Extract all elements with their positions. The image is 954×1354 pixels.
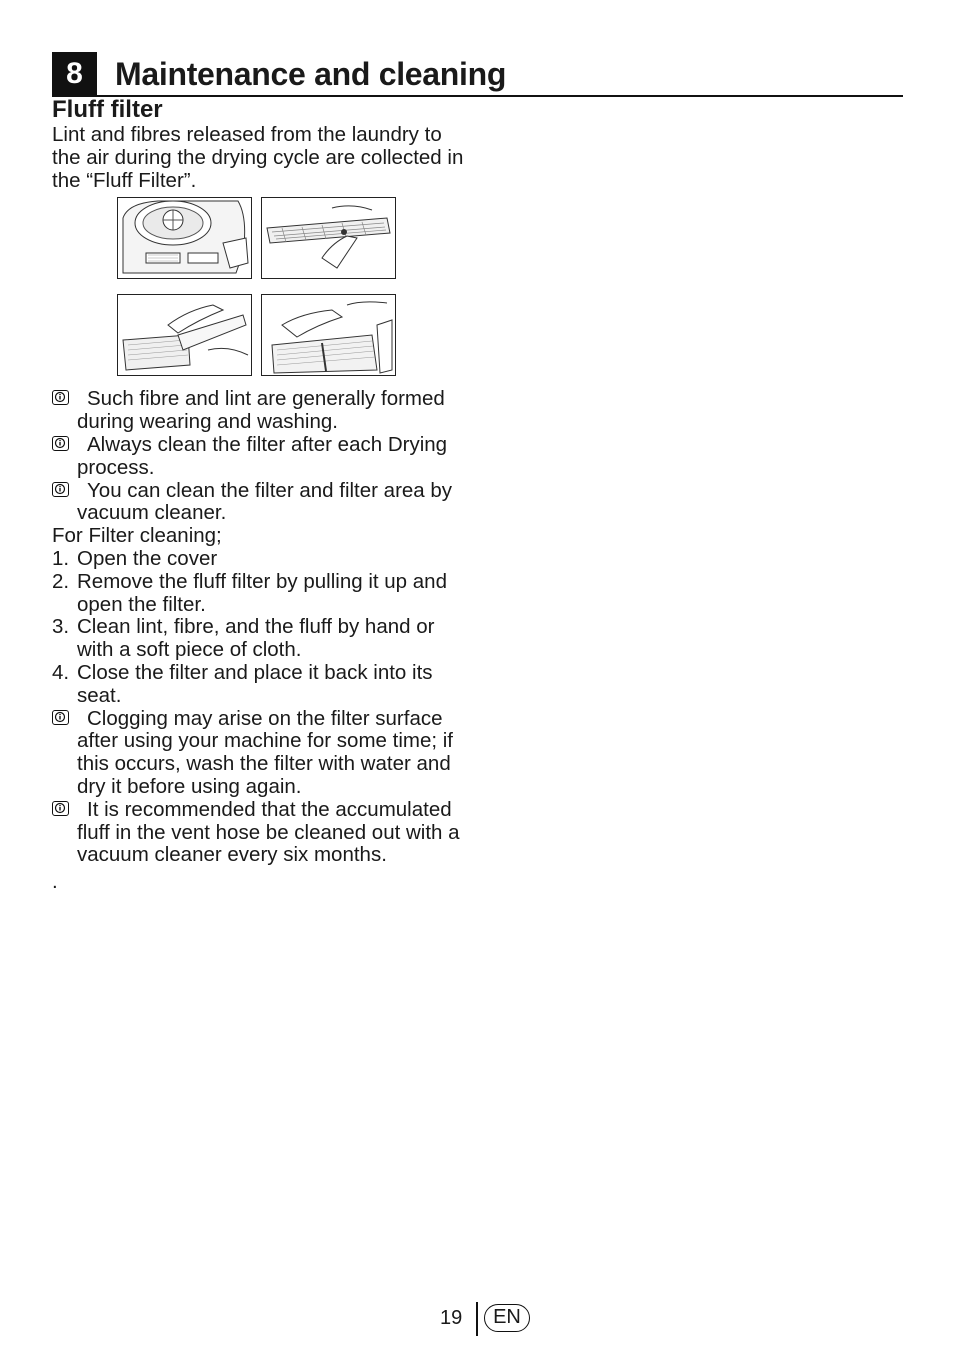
note-text: Clogging may arise on the filter surface after using your machine for some time; if this occurs, wash the filter with water and dry it before using again. (77, 706, 453, 798)
step-number: 4. (52, 660, 70, 684)
info-icon (52, 390, 69, 405)
trailing-mark: . (52, 870, 58, 894)
info-note (52, 434, 472, 480)
cleaning-step (52, 662, 472, 708)
figure-grid (52, 194, 472, 384)
chapter-number-badge: 8 (52, 52, 97, 96)
step-number: 3. (52, 615, 70, 639)
cleaning-step (52, 548, 472, 571)
note-text: Always clean the filter after each Drying process. (77, 432, 448, 479)
step-text: Open the cover (77, 546, 218, 570)
note-text: It is recommended that the accumulated fluff in the vent hose be cleaned out with a vacuum cleaner every six months. (77, 797, 460, 867)
info-icon (52, 482, 69, 497)
info-note (52, 388, 472, 434)
intro-paragraph: Lint and fibres released from the laundry to the air during the drying cycle are collected in the “Fluff Filter”. (52, 123, 464, 192)
dryer-door-filter-icon (117, 197, 252, 279)
step-number: 2. (52, 569, 70, 593)
info-icon (52, 436, 69, 451)
note-text: You can clean the filter and filter area by vacuum cleaner. (77, 478, 453, 525)
filter-clean-icon (261, 294, 396, 376)
step-text: Remove the fluff filter by pulling it up and open the filter. (77, 569, 447, 616)
section-title: Fluff filter (52, 96, 163, 123)
chapter-header (52, 52, 903, 98)
step-text: Clean lint, fibre, and the fluff by hand or with a soft piece of cloth. (77, 615, 435, 662)
filter-lift-icon (261, 197, 396, 279)
page-number: 19 (440, 1307, 463, 1329)
step-text: Close the filter and place it back into its seat. (77, 660, 433, 707)
main-content (52, 96, 472, 894)
cleaning-step (52, 571, 472, 617)
info-note (52, 799, 472, 867)
cleaning-step (52, 616, 472, 662)
footer-divider (476, 1302, 478, 1336)
step-number: 1. (52, 546, 70, 570)
info-note (52, 480, 472, 526)
filter-open-icon (117, 294, 252, 376)
chapter-title: Maintenance and cleaning (115, 56, 507, 92)
note-text: Such fibre and lint are generally formed during wearing and washing. (77, 387, 445, 434)
info-note (52, 708, 472, 799)
cleaning-heading: For Filter cleaning; (52, 524, 222, 548)
info-icon (52, 801, 69, 816)
language-badge: EN (484, 1304, 530, 1332)
info-icon (52, 710, 69, 725)
